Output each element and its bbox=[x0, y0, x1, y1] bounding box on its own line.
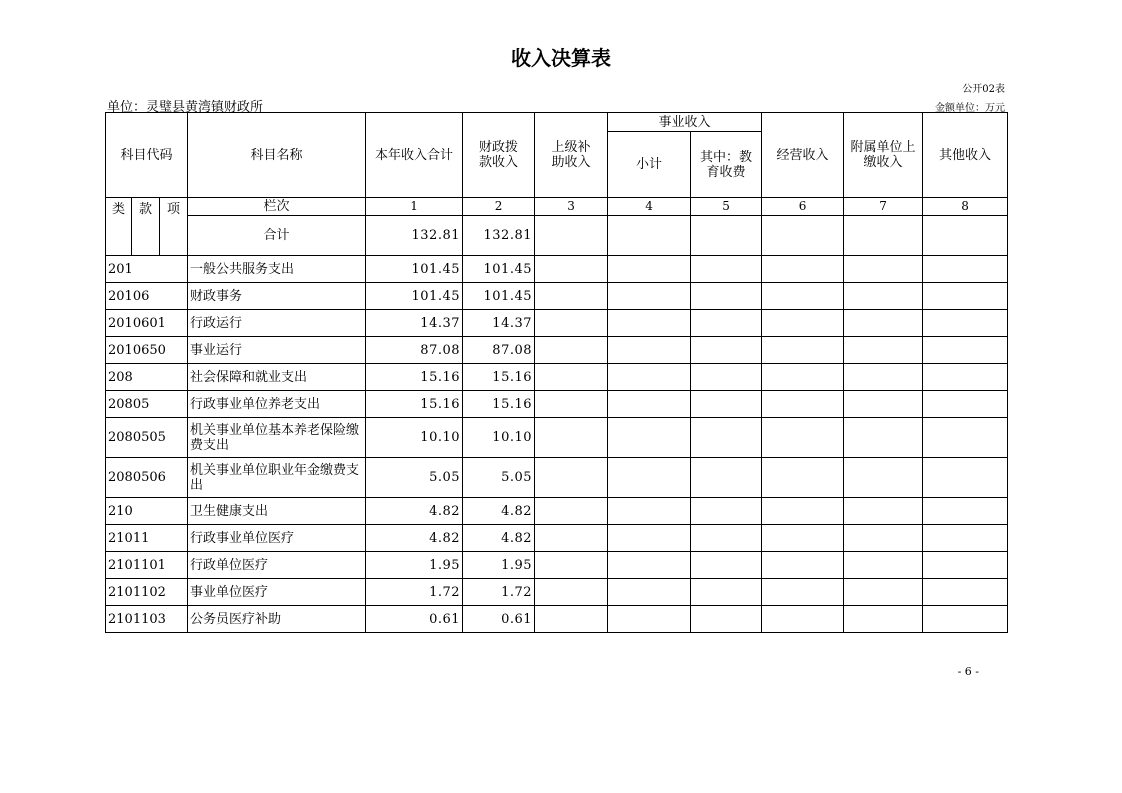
header-business-income: 事业收入 bbox=[608, 113, 762, 132]
table-row bbox=[106, 418, 1008, 458]
empty-cell bbox=[923, 256, 1008, 283]
header-education-fee: 其中：教育收费 bbox=[691, 132, 762, 198]
empty-cell bbox=[923, 498, 1008, 525]
row-total: 5.05 bbox=[366, 458, 463, 498]
row-code: 21011 bbox=[106, 525, 188, 552]
empty-cell bbox=[608, 579, 691, 606]
row-code: 201 bbox=[106, 256, 188, 283]
empty-cell bbox=[923, 216, 1008, 256]
empty-cell bbox=[691, 216, 762, 256]
row-total: 101.45 bbox=[366, 283, 463, 310]
empty-cell bbox=[535, 552, 608, 579]
header-subject-code: 科目代码 bbox=[106, 113, 188, 198]
header-upper-subsidy: 上级补助收入 bbox=[535, 113, 608, 198]
empty-cell bbox=[535, 418, 608, 458]
row-total: 14.37 bbox=[366, 310, 463, 337]
row-code: 2080506 bbox=[106, 458, 188, 498]
empty-cell bbox=[608, 283, 691, 310]
col-num: 6 bbox=[762, 198, 844, 216]
header-column-order: 栏次 bbox=[188, 198, 366, 216]
table-row bbox=[106, 525, 1008, 552]
empty-cell bbox=[844, 418, 923, 458]
empty-cell bbox=[923, 391, 1008, 418]
empty-cell bbox=[535, 310, 608, 337]
header-subject-name: 科目名称 bbox=[188, 113, 366, 198]
empty-cell bbox=[535, 579, 608, 606]
empty-cell bbox=[691, 310, 762, 337]
empty-cell bbox=[608, 606, 691, 633]
row-code: 2101101 bbox=[106, 552, 188, 579]
empty-cell bbox=[691, 552, 762, 579]
row-fiscal: 101.45 bbox=[463, 283, 535, 310]
row-fiscal: 5.05 bbox=[463, 458, 535, 498]
empty-cell bbox=[535, 337, 608, 364]
col-num: 4 bbox=[608, 198, 691, 216]
empty-cell bbox=[691, 458, 762, 498]
row-fiscal: 1.95 bbox=[463, 552, 535, 579]
empty-cell bbox=[844, 458, 923, 498]
header-subtotal: 小计 bbox=[608, 132, 691, 198]
row-name: 行政单位医疗 bbox=[188, 552, 366, 579]
table-row bbox=[106, 310, 1008, 337]
row-fiscal: 4.82 bbox=[463, 498, 535, 525]
row-total: 101.45 bbox=[366, 256, 463, 283]
row-total: 4.82 bbox=[366, 498, 463, 525]
empty-cell bbox=[844, 337, 923, 364]
header-class: 类 bbox=[106, 198, 132, 256]
empty-cell bbox=[762, 458, 844, 498]
row-fiscal: 101.45 bbox=[463, 256, 535, 283]
row-name: 行政事业单位养老支出 bbox=[188, 391, 366, 418]
row-total: 4.82 bbox=[366, 525, 463, 552]
row-name: 公务员医疗补助 bbox=[188, 606, 366, 633]
empty-cell bbox=[844, 364, 923, 391]
empty-cell bbox=[923, 337, 1008, 364]
empty-cell bbox=[844, 579, 923, 606]
empty-cell bbox=[535, 256, 608, 283]
col-num: 7 bbox=[844, 198, 923, 216]
header-affiliated: 附属单位上缴收入 bbox=[844, 113, 923, 198]
empty-cell bbox=[762, 418, 844, 458]
empty-cell bbox=[762, 337, 844, 364]
empty-cell bbox=[844, 216, 923, 256]
empty-cell bbox=[762, 216, 844, 256]
row-name: 一般公共服务支出 bbox=[188, 256, 366, 283]
row-code: 2010601 bbox=[106, 310, 188, 337]
empty-cell bbox=[923, 283, 1008, 310]
unit-label: 单位：灵璧县黄湾镇财政所 bbox=[107, 100, 264, 115]
empty-cell bbox=[844, 391, 923, 418]
total-row-label: 合计 bbox=[188, 216, 366, 256]
empty-cell bbox=[608, 310, 691, 337]
empty-cell bbox=[923, 310, 1008, 337]
col-num: 1 bbox=[366, 198, 463, 216]
row-fiscal: 10.10 bbox=[463, 418, 535, 458]
empty-cell bbox=[608, 337, 691, 364]
row-total: 15.16 bbox=[366, 364, 463, 391]
table-row bbox=[106, 606, 1008, 633]
row-fiscal: 14.37 bbox=[463, 310, 535, 337]
empty-cell bbox=[762, 391, 844, 418]
row-total: 1.72 bbox=[366, 579, 463, 606]
empty-cell bbox=[923, 606, 1008, 633]
empty-cell bbox=[535, 391, 608, 418]
empty-cell bbox=[844, 552, 923, 579]
row-name: 财政事务 bbox=[188, 283, 366, 310]
table-row bbox=[106, 498, 1008, 525]
row-total: 10.10 bbox=[366, 418, 463, 458]
empty-cell bbox=[535, 216, 608, 256]
row-name: 机关事业单位基本养老保险缴费支出 bbox=[188, 418, 366, 458]
row-name: 社会保障和就业支出 bbox=[188, 364, 366, 391]
empty-cell bbox=[608, 364, 691, 391]
total-row-fiscal: 132.81 bbox=[463, 216, 535, 256]
empty-cell bbox=[844, 283, 923, 310]
empty-cell bbox=[762, 552, 844, 579]
empty-cell bbox=[691, 391, 762, 418]
page-number: - 6 - bbox=[957, 665, 979, 678]
empty-cell bbox=[608, 552, 691, 579]
row-code: 2010650 bbox=[106, 337, 188, 364]
header-total-income: 本年收入合计 bbox=[366, 113, 463, 198]
table-row bbox=[106, 552, 1008, 579]
empty-cell bbox=[923, 579, 1008, 606]
empty-cell bbox=[691, 606, 762, 633]
empty-cell bbox=[691, 256, 762, 283]
table-row bbox=[106, 364, 1008, 391]
empty-cell bbox=[762, 364, 844, 391]
empty-cell bbox=[844, 525, 923, 552]
total-row-total: 132.81 bbox=[366, 216, 463, 256]
empty-cell bbox=[844, 498, 923, 525]
row-code: 208 bbox=[106, 364, 188, 391]
empty-cell bbox=[535, 525, 608, 552]
row-code: 210 bbox=[106, 498, 188, 525]
empty-cell bbox=[608, 458, 691, 498]
empty-cell bbox=[535, 458, 608, 498]
row-code: 20106 bbox=[106, 283, 188, 310]
empty-cell bbox=[691, 498, 762, 525]
row-fiscal: 4.82 bbox=[463, 525, 535, 552]
income-table bbox=[105, 112, 1008, 633]
table-row bbox=[106, 579, 1008, 606]
row-fiscal: 0.61 bbox=[463, 606, 535, 633]
empty-cell bbox=[844, 256, 923, 283]
empty-cell bbox=[608, 525, 691, 552]
empty-cell bbox=[691, 283, 762, 310]
empty-cell bbox=[762, 498, 844, 525]
empty-cell bbox=[762, 606, 844, 633]
header-other: 其他收入 bbox=[923, 113, 1008, 198]
empty-cell bbox=[535, 606, 608, 633]
empty-cell bbox=[762, 283, 844, 310]
empty-cell bbox=[844, 310, 923, 337]
table-row bbox=[106, 283, 1008, 310]
row-name: 卫生健康支出 bbox=[188, 498, 366, 525]
col-num: 8 bbox=[923, 198, 1008, 216]
row-code: 2101103 bbox=[106, 606, 188, 633]
empty-cell bbox=[691, 418, 762, 458]
row-code: 20805 bbox=[106, 391, 188, 418]
empty-cell bbox=[844, 606, 923, 633]
empty-cell bbox=[923, 418, 1008, 458]
empty-cell bbox=[535, 364, 608, 391]
empty-cell bbox=[923, 525, 1008, 552]
empty-cell bbox=[762, 310, 844, 337]
empty-cell bbox=[691, 364, 762, 391]
table-row bbox=[106, 337, 1008, 364]
empty-cell bbox=[608, 498, 691, 525]
empty-cell bbox=[691, 337, 762, 364]
header-item: 项 bbox=[160, 198, 188, 256]
form-code: 公开02表 bbox=[962, 84, 1005, 95]
col-num: 5 bbox=[691, 198, 762, 216]
row-name: 事业运行 bbox=[188, 337, 366, 364]
empty-cell bbox=[608, 216, 691, 256]
table-row bbox=[106, 391, 1008, 418]
empty-cell bbox=[608, 256, 691, 283]
empty-cell bbox=[608, 391, 691, 418]
header-section: 款 bbox=[132, 198, 160, 256]
table-row bbox=[106, 256, 1008, 283]
empty-cell bbox=[762, 525, 844, 552]
row-fiscal: 1.72 bbox=[463, 579, 535, 606]
col-num: 3 bbox=[535, 198, 608, 216]
empty-cell bbox=[923, 458, 1008, 498]
empty-cell bbox=[608, 418, 691, 458]
empty-cell bbox=[691, 579, 762, 606]
row-name: 行政事业单位医疗 bbox=[188, 525, 366, 552]
header-operating: 经营收入 bbox=[762, 113, 844, 198]
row-fiscal: 87.08 bbox=[463, 337, 535, 364]
empty-cell bbox=[762, 579, 844, 606]
empty-cell bbox=[535, 283, 608, 310]
row-fiscal: 15.16 bbox=[463, 364, 535, 391]
row-total: 0.61 bbox=[366, 606, 463, 633]
money-unit: 金额单位：万元 bbox=[935, 103, 1005, 114]
empty-cell bbox=[691, 525, 762, 552]
row-total: 15.16 bbox=[366, 391, 463, 418]
row-name: 事业单位医疗 bbox=[188, 579, 366, 606]
table-row bbox=[106, 458, 1008, 498]
row-total: 87.08 bbox=[366, 337, 463, 364]
empty-cell bbox=[762, 256, 844, 283]
row-fiscal: 15.16 bbox=[463, 391, 535, 418]
empty-cell bbox=[923, 552, 1008, 579]
row-name: 行政运行 bbox=[188, 310, 366, 337]
empty-cell bbox=[535, 498, 608, 525]
row-total: 1.95 bbox=[366, 552, 463, 579]
header-fiscal: 财政拨款收入 bbox=[463, 113, 535, 198]
col-num: 2 bbox=[463, 198, 535, 216]
page-title: 收入决算表 bbox=[511, 46, 611, 70]
row-code: 2101102 bbox=[106, 579, 188, 606]
empty-cell bbox=[923, 364, 1008, 391]
row-name: 机关事业单位职业年金缴费支出 bbox=[188, 458, 366, 498]
row-code: 2080505 bbox=[106, 418, 188, 458]
